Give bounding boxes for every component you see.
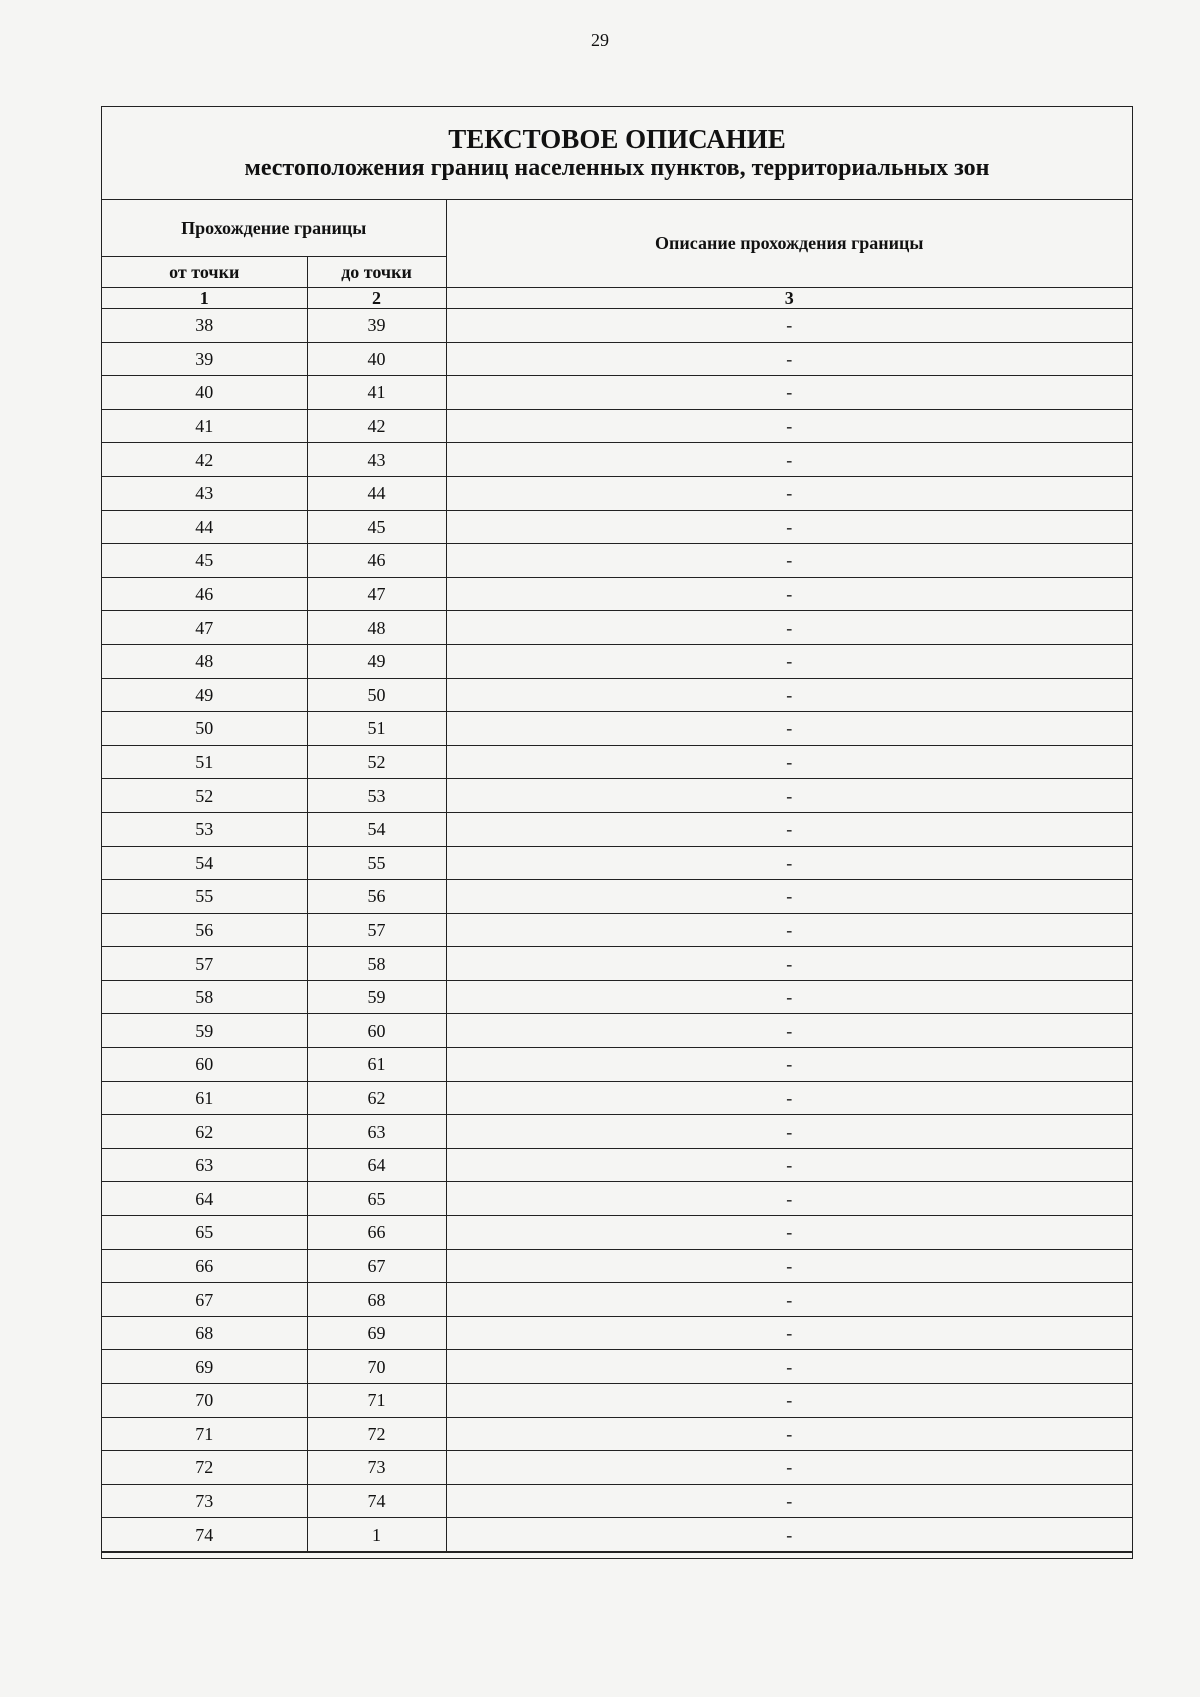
table-row [102,980,1132,1014]
cell-description: - [446,1484,1132,1518]
table-row [102,779,1132,813]
cell-description: - [446,1384,1132,1418]
table-row [102,745,1132,779]
table-row [102,1182,1132,1216]
cell-from-point: 38 [102,309,307,343]
table-row [102,846,1132,880]
cell-to-point: 43 [307,443,446,477]
cell-to-point: 67 [307,1249,446,1283]
cell-to-point: 51 [307,712,446,746]
table-row [102,1081,1132,1115]
cell-from-point: 57 [102,947,307,981]
cell-to-point: 53 [307,779,446,813]
cell-from-point: 63 [102,1148,307,1182]
cell-from-point: 42 [102,443,307,477]
table-row [102,1048,1132,1082]
cell-description: - [446,1350,1132,1384]
table-body [102,309,1132,1552]
cell-to-point: 44 [307,476,446,510]
table-row [102,1316,1132,1350]
cell-description: - [446,476,1132,510]
page-number: 29 [591,30,609,50]
cell-from-point: 46 [102,577,307,611]
cell-from-point: 56 [102,913,307,947]
table-row [102,1417,1132,1451]
cell-to-point: 64 [307,1148,446,1182]
header-from-point: от точки [102,257,307,288]
table-row [102,1451,1132,1485]
cell-from-point: 61 [102,1081,307,1115]
cell-description: - [446,1115,1132,1149]
table-row [102,1518,1132,1552]
cell-from-point: 65 [102,1216,307,1250]
cell-from-point: 48 [102,644,307,678]
cell-description: - [446,1417,1132,1451]
table-row [102,1350,1132,1384]
table-row [102,342,1132,376]
cell-to-point: 66 [307,1216,446,1250]
cell-from-point: 54 [102,846,307,880]
cell-description: - [446,1048,1132,1082]
cell-to-point: 39 [307,309,446,343]
table-row [102,1148,1132,1182]
header-boundary-description: Описание прохождения границы [446,200,1132,288]
cell-from-point: 74 [102,1518,307,1552]
cell-description: - [446,1518,1132,1552]
cell-from-point: 68 [102,1316,307,1350]
cell-to-point: 45 [307,510,446,544]
cell-description: - [446,1081,1132,1115]
cell-to-point: 55 [307,846,446,880]
cell-from-point: 73 [102,1484,307,1518]
cell-to-point: 54 [307,812,446,846]
cell-from-point: 60 [102,1048,307,1082]
table-row [102,309,1132,343]
cell-to-point: 61 [307,1048,446,1082]
table-row [102,644,1132,678]
table-row [102,611,1132,645]
cell-to-point: 58 [307,947,446,981]
document-title: ТЕКСТОВОЕ ОПИСАНИЕ [448,124,786,154]
cell-description: - [446,1316,1132,1350]
cell-from-point: 64 [102,1182,307,1216]
table-row [102,1216,1132,1250]
header-boundary-passage: Прохождение границы [102,200,446,257]
cell-to-point: 49 [307,644,446,678]
table-end-double-line [102,1552,1132,1559]
cell-description: - [446,443,1132,477]
cell-description: - [446,577,1132,611]
cell-from-point: 53 [102,812,307,846]
table-row [102,1014,1132,1048]
table-row [102,577,1132,611]
header-to-point: до точки [307,257,446,288]
cell-to-point: 42 [307,409,446,443]
cell-to-point: 71 [307,1384,446,1418]
cell-description: - [446,1249,1132,1283]
cell-description: - [446,880,1132,914]
table-row [102,712,1132,746]
cell-from-point: 49 [102,678,307,712]
cell-from-point: 71 [102,1417,307,1451]
cell-to-point: 1 [307,1518,446,1552]
cell-to-point: 41 [307,376,446,410]
cell-description: - [446,1014,1132,1048]
cell-to-point: 70 [307,1350,446,1384]
cell-description: - [446,510,1132,544]
table-row [102,812,1132,846]
cell-from-point: 47 [102,611,307,645]
table-row [102,376,1132,410]
cell-from-point: 69 [102,1350,307,1384]
cell-from-point: 72 [102,1451,307,1485]
table-row [102,880,1132,914]
cell-to-point: 48 [307,611,446,645]
cell-description: - [446,644,1132,678]
table-row [102,476,1132,510]
cell-description: - [446,812,1132,846]
cell-to-point: 57 [307,913,446,947]
cell-from-point: 59 [102,1014,307,1048]
cell-to-point: 56 [307,880,446,914]
cell-from-point: 67 [102,1283,307,1317]
cell-from-point: 43 [102,476,307,510]
cell-to-point: 74 [307,1484,446,1518]
table-row [102,1384,1132,1418]
cell-to-point: 63 [307,1115,446,1149]
cell-description: - [446,846,1132,880]
cell-to-point: 47 [307,577,446,611]
table-row [102,913,1132,947]
cell-to-point: 68 [307,1283,446,1317]
title-block [102,107,1132,200]
cell-from-point: 55 [102,880,307,914]
table-row [102,1283,1132,1317]
document-subtitle: местоположения границ населенных пунктов, территориальных зон [244,155,990,181]
table-row [102,510,1132,544]
cell-to-point: 60 [307,1014,446,1048]
column-number-3: 3 [446,288,1132,309]
cell-description: - [446,913,1132,947]
cell-from-point: 41 [102,409,307,443]
table-row [102,1249,1132,1283]
table-row [102,678,1132,712]
cell-to-point: 69 [307,1316,446,1350]
cell-to-point: 46 [307,544,446,578]
cell-from-point: 51 [102,745,307,779]
boundary-table [102,200,1132,1552]
table-row [102,443,1132,477]
cell-to-point: 59 [307,980,446,1014]
cell-description: - [446,611,1132,645]
cell-description: - [446,544,1132,578]
cell-to-point: 40 [307,342,446,376]
cell-description: - [446,342,1132,376]
cell-to-point: 65 [307,1182,446,1216]
cell-description: - [446,678,1132,712]
cell-from-point: 44 [102,510,307,544]
column-number-1: 1 [102,288,307,309]
cell-from-point: 58 [102,980,307,1014]
cell-to-point: 62 [307,1081,446,1115]
cell-description: - [446,409,1132,443]
cell-description: - [446,1182,1132,1216]
cell-description: - [446,980,1132,1014]
cell-from-point: 52 [102,779,307,813]
cell-from-point: 62 [102,1115,307,1149]
cell-to-point: 50 [307,678,446,712]
cell-from-point: 50 [102,712,307,746]
cell-from-point: 39 [102,342,307,376]
table-row [102,1115,1132,1149]
cell-description: - [446,1148,1132,1182]
table-row [102,409,1132,443]
cell-from-point: 70 [102,1384,307,1418]
cell-description: - [446,712,1132,746]
cell-to-point: 72 [307,1417,446,1451]
cell-from-point: 45 [102,544,307,578]
cell-description: - [446,309,1132,343]
column-number-2: 2 [307,288,446,309]
cell-description: - [446,1216,1132,1250]
cell-description: - [446,745,1132,779]
cell-from-point: 40 [102,376,307,410]
table-row [102,544,1132,578]
cell-description: - [446,1283,1132,1317]
cell-description: - [446,947,1132,981]
cell-description: - [446,1451,1132,1485]
table-row [102,1484,1132,1518]
cell-description: - [446,376,1132,410]
cell-description: - [446,779,1132,813]
cell-to-point: 73 [307,1451,446,1485]
cell-from-point: 66 [102,1249,307,1283]
table-row [102,947,1132,981]
document-frame [101,106,1133,1559]
cell-to-point: 52 [307,745,446,779]
